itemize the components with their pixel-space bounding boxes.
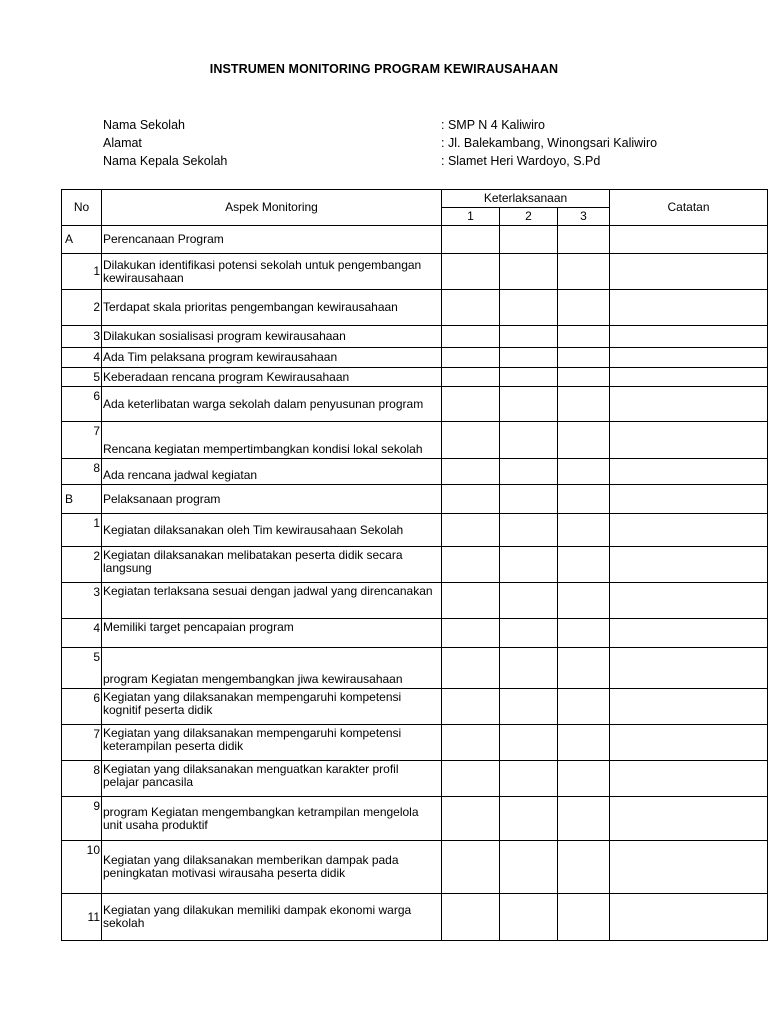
table-row — [62, 254, 768, 290]
score-3-cell[interactable] — [558, 761, 610, 797]
score-1-cell[interactable] — [442, 583, 500, 619]
score-3-cell[interactable] — [558, 514, 610, 547]
catatan-cell[interactable] — [610, 459, 768, 485]
score-1-cell[interactable] — [442, 894, 500, 941]
school-info-labels — [103, 116, 227, 170]
row-number: 3 — [62, 583, 102, 619]
row-number: 4 — [62, 619, 102, 648]
score-1-cell[interactable] — [442, 619, 500, 648]
row-number: 6 — [62, 689, 102, 725]
table-row — [62, 841, 768, 894]
score-3-cell[interactable] — [558, 619, 610, 648]
score-3-cell[interactable] — [558, 226, 610, 254]
score-2-cell[interactable] — [500, 226, 558, 254]
score-2-cell[interactable] — [500, 387, 558, 422]
row-number: 2 — [62, 547, 102, 583]
score-3-cell[interactable] — [558, 326, 610, 348]
score-1-cell[interactable] — [442, 761, 500, 797]
score-1-cell[interactable] — [442, 514, 500, 547]
catatan-cell[interactable] — [610, 841, 768, 894]
catatan-cell[interactable] — [610, 348, 768, 368]
catatan-cell[interactable] — [610, 254, 768, 290]
table-row — [62, 894, 768, 941]
row-number: 1 — [62, 254, 102, 290]
info-value-kepala-sekolah: : Slamet Heri Wardoyo, S.Pd — [441, 154, 601, 168]
score-3-cell[interactable] — [558, 387, 610, 422]
score-1-cell[interactable] — [442, 290, 500, 326]
table-row — [62, 326, 768, 348]
aspect-text: Kegiatan terlaksana sesuai dengan jadwal yang direncanakan — [102, 583, 442, 619]
catatan-cell[interactable] — [610, 619, 768, 648]
table-row — [62, 514, 768, 547]
row-number: 1 — [62, 514, 102, 547]
aspect-text: Keberadaan rencana program Kewirausahaan — [102, 368, 442, 387]
catatan-cell[interactable] — [610, 894, 768, 941]
table-row — [62, 583, 768, 619]
header-catatan: Catatan — [610, 190, 768, 226]
score-1-cell[interactable] — [442, 226, 500, 254]
header-aspek-monitoring: Aspek Monitoring — [102, 190, 442, 226]
section-row — [62, 226, 768, 254]
score-1-cell[interactable] — [442, 797, 500, 841]
row-number: 2 — [62, 290, 102, 326]
score-2-cell[interactable] — [500, 254, 558, 290]
score-3-cell[interactable] — [558, 689, 610, 725]
score-3-cell[interactable] — [558, 422, 610, 459]
score-1-cell[interactable] — [442, 648, 500, 689]
aspect-text: Kegiatan dilaksanakan melibatakan peserta didik secara langsung — [102, 547, 442, 583]
aspect-text: Ada keterlibatan warga sekolah dalam penyusunan program — [102, 387, 442, 422]
score-3-cell[interactable] — [558, 254, 610, 290]
school-info-values — [441, 116, 657, 170]
aspect-text: Kegiatan yang dilakukan memiliki dampak ekonomi warga sekolah — [102, 894, 442, 941]
section-letter: B — [62, 485, 102, 514]
table-row — [62, 547, 768, 583]
catatan-cell[interactable] — [610, 368, 768, 387]
info-label-kepala-sekolah: Nama Kepala Sekolah — [103, 154, 228, 168]
section-letter: A — [62, 226, 102, 254]
score-1-cell[interactable] — [442, 459, 500, 485]
catatan-cell[interactable] — [610, 387, 768, 422]
aspect-text: Ada rencana jadwal kegiatan — [102, 459, 442, 485]
aspect-text: Memiliki target pencapaian program — [102, 619, 442, 648]
table-row — [62, 797, 768, 841]
row-number: 3 — [62, 326, 102, 348]
table-row — [62, 422, 768, 459]
header-no: No — [62, 190, 102, 226]
score-1-cell[interactable] — [442, 326, 500, 348]
catatan-cell[interactable] — [610, 226, 768, 254]
catatan-cell[interactable] — [610, 547, 768, 583]
score-2-cell[interactable] — [500, 514, 558, 547]
catatan-cell[interactable] — [610, 797, 768, 841]
score-3-cell[interactable] — [558, 841, 610, 894]
aspect-text: Kegiatan yang dilaksanakan memberikan dampak pada peningkatan motivasi wirausaha peserta didik — [102, 841, 442, 894]
aspect-text: Rencana kegiatan mempertimbangkan kondisi lokal sekolah — [102, 422, 442, 459]
score-2-cell[interactable] — [500, 725, 558, 761]
score-1-cell[interactable] — [442, 368, 500, 387]
row-number: 11 — [62, 894, 102, 941]
table-row — [62, 761, 768, 797]
score-3-cell[interactable] — [558, 348, 610, 368]
catatan-cell[interactable] — [610, 761, 768, 797]
table-row — [62, 387, 768, 422]
score-2-cell[interactable] — [500, 619, 558, 648]
table-row — [62, 725, 768, 761]
score-1-cell[interactable] — [442, 422, 500, 459]
table-row — [62, 348, 768, 368]
score-3-cell[interactable] — [558, 725, 610, 761]
section-row — [62, 485, 768, 514]
header-keterlaksanaan: Keterlaksanaan — [442, 190, 610, 208]
score-2-cell[interactable] — [500, 459, 558, 485]
catatan-cell[interactable] — [610, 514, 768, 547]
monitoring-table — [61, 189, 768, 941]
table-row — [62, 459, 768, 485]
score-1-cell[interactable] — [442, 725, 500, 761]
score-2-cell[interactable] — [500, 797, 558, 841]
catatan-cell[interactable] — [610, 326, 768, 348]
table-row — [62, 619, 768, 648]
aspect-text: Dilakukan sosialisasi program kewirausahaan — [102, 326, 442, 348]
score-3-cell[interactable] — [558, 368, 610, 387]
row-number: 8 — [62, 761, 102, 797]
row-number: 6 — [62, 387, 102, 422]
catatan-cell[interactable] — [610, 725, 768, 761]
aspect-text: Kegiatan yang dilaksanakan mempengaruhi kompetensi kognitif peserta didik — [102, 689, 442, 725]
score-2-cell[interactable] — [500, 422, 558, 459]
score-3-cell[interactable] — [558, 547, 610, 583]
score-1-cell[interactable] — [442, 387, 500, 422]
score-3-cell[interactable] — [558, 648, 610, 689]
score-1-cell[interactable] — [442, 689, 500, 725]
aspect-text: program Kegiatan mengembangkan ketrampilan mengelola unit usaha produktif — [102, 797, 442, 841]
score-3-cell[interactable] — [558, 894, 610, 941]
row-number: 7 — [62, 422, 102, 459]
row-number: 8 — [62, 459, 102, 485]
table-row — [62, 648, 768, 689]
document-title: INSTRUMEN MONITORING PROGRAM KEWIRAUSAHAAN — [209, 62, 559, 76]
score-2-cell[interactable] — [500, 648, 558, 689]
header-score-3: 3 — [558, 208, 610, 226]
score-2-cell[interactable] — [500, 841, 558, 894]
score-3-cell[interactable] — [558, 459, 610, 485]
catatan-cell[interactable] — [610, 689, 768, 725]
score-1-cell[interactable] — [442, 348, 500, 368]
catatan-cell[interactable] — [610, 422, 768, 459]
table-row — [62, 689, 768, 725]
table-body — [62, 226, 768, 941]
catatan-cell[interactable] — [610, 583, 768, 619]
info-value-nama-sekolah: : SMP N 4 Kaliwiro — [441, 118, 545, 132]
aspect-text: Ada Tim pelaksana program kewirausahaan — [102, 348, 442, 368]
table-row — [62, 368, 768, 387]
catatan-cell[interactable] — [610, 485, 768, 514]
score-3-cell[interactable] — [558, 583, 610, 619]
row-number: 9 — [62, 797, 102, 841]
header-score-2: 2 — [500, 208, 558, 226]
aspect-text: Terdapat skala prioritas pengembangan kewirausahaan — [102, 290, 442, 326]
aspect-text: Kegiatan yang dilaksanakan mempengaruhi kompetensi keterampilan peserta didik — [102, 725, 442, 761]
score-2-cell[interactable] — [500, 368, 558, 387]
score-2-cell[interactable] — [500, 547, 558, 583]
row-number: 10 — [62, 841, 102, 894]
section-title: Perencanaan Program — [102, 226, 442, 254]
score-1-cell[interactable] — [442, 485, 500, 514]
info-label-nama-sekolah: Nama Sekolah — [103, 118, 185, 132]
aspect-text: Kegiatan yang dilaksanakan menguatkan karakter profil pelajar pancasila — [102, 761, 442, 797]
catatan-cell[interactable] — [610, 290, 768, 326]
score-2-cell[interactable] — [500, 894, 558, 941]
score-2-cell[interactable] — [500, 485, 558, 514]
score-1-cell[interactable] — [442, 254, 500, 290]
aspect-text: program Kegiatan mengembangkan jiwa kewirausahaan — [102, 648, 442, 689]
score-2-cell[interactable] — [500, 290, 558, 326]
row-number: 4 — [62, 348, 102, 368]
score-2-cell[interactable] — [500, 689, 558, 725]
section-title: Pelaksanaan program — [102, 485, 442, 514]
score-3-cell[interactable] — [558, 485, 610, 514]
header-score-1: 1 — [442, 208, 500, 226]
aspect-text: Dilakukan identifikasi potensi sekolah untuk pengembangan kewirausahaan — [102, 254, 442, 290]
row-number: 7 — [62, 725, 102, 761]
score-3-cell[interactable] — [558, 290, 610, 326]
table-row — [62, 290, 768, 326]
score-2-cell[interactable] — [500, 348, 558, 368]
aspect-text: Kegiatan dilaksanakan oleh Tim kewirausahaan Sekolah — [102, 514, 442, 547]
info-label-alamat: Alamat — [103, 136, 142, 150]
score-2-cell[interactable] — [500, 583, 558, 619]
catatan-cell[interactable] — [610, 648, 768, 689]
info-value-alamat: : Jl. Balekambang, Winongsari Kaliwiro — [441, 136, 658, 150]
score-1-cell[interactable] — [442, 841, 500, 894]
row-number: 5 — [62, 648, 102, 689]
score-2-cell[interactable] — [500, 326, 558, 348]
score-3-cell[interactable] — [558, 797, 610, 841]
score-1-cell[interactable] — [442, 547, 500, 583]
score-2-cell[interactable] — [500, 761, 558, 797]
row-number: 5 — [62, 368, 102, 387]
